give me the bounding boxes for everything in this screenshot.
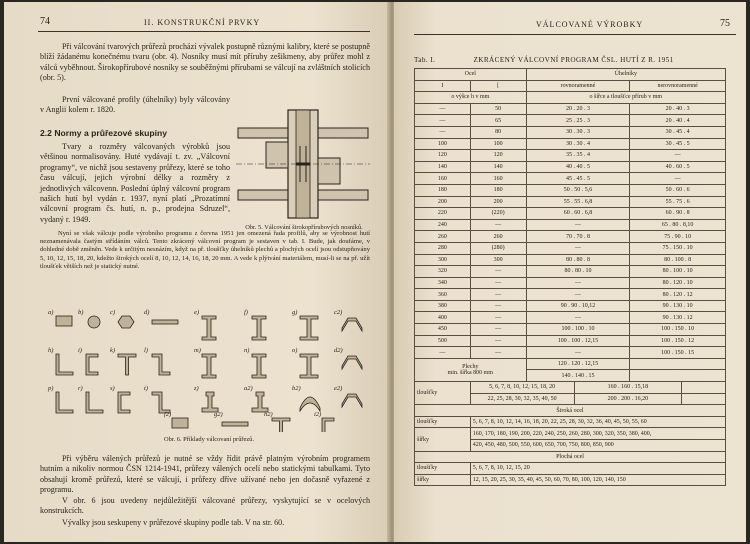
profile-shape — [56, 392, 73, 413]
table-cell: — — [470, 324, 526, 336]
siroka-thicknesses: 5, 6, 7, 8, 10, 12, 14, 16, 18, 20, 22, 25, 28, 30, 32, 36, 40, 45, 50, 55, 60 — [470, 416, 725, 428]
table-title: ZKRÁCENÝ VÁLCOVNÍ PROGRAM ČSL. HUTÍ Z R. 1951 — [473, 56, 674, 64]
table-cell: 35 . 35 . 4 — [526, 150, 630, 162]
table-cell — [630, 370, 726, 382]
table-cell: 240 — [415, 219, 471, 231]
table-row — [415, 231, 726, 243]
table-cell: 60 . 90 . 8 — [630, 208, 726, 220]
table-cell: 40 . 60 . 5 — [630, 161, 726, 173]
table-row — [415, 161, 726, 173]
table-cell: — — [470, 219, 526, 231]
profile-shape — [118, 316, 134, 328]
table-row — [415, 219, 726, 231]
plocha-header-row — [415, 451, 726, 463]
running-head-left: II. KONSTRUKČNÍ PRVKY — [144, 18, 261, 27]
table-cell: 25 . 25 . 3 — [526, 115, 630, 127]
table-cell: (220) — [470, 208, 526, 220]
table-cell: 340 — [415, 277, 471, 289]
header-i-symbol: I — [415, 80, 471, 92]
table-row — [415, 474, 726, 486]
table-cell: — — [470, 347, 526, 359]
table-row — [415, 416, 726, 428]
left-page — [4, 2, 390, 542]
profile-shape — [300, 316, 318, 340]
plechy-subtitle: min. šířka 800 mm — [447, 369, 493, 376]
table-cell: 280 — [415, 242, 471, 254]
table-cell: 100 . 150 . 10 — [630, 324, 726, 336]
profile-label: z) — [194, 385, 199, 392]
profile-label: o) — [292, 347, 298, 354]
rolling-mill-drawing — [236, 106, 370, 222]
table-cell: 100 . 150 . 15 — [630, 347, 726, 359]
table-cell: 100 — [470, 138, 526, 150]
profile-shape — [252, 354, 266, 378]
profile-label: h2) — [264, 411, 273, 418]
plocha-thicknesses: 5, 6, 7, 8, 10, 12, 15, 20 — [470, 463, 725, 475]
profile-label: f2) — [164, 411, 172, 418]
table-cell: 40 . 40 . 5 — [526, 161, 630, 173]
profile-shape — [342, 318, 362, 331]
table-row — [415, 196, 726, 208]
running-head-right: VÁLCOVANÉ VÝROBKY — [536, 20, 644, 29]
table-cell: 80 . 100 . 10 — [630, 266, 726, 278]
profile-shape — [252, 392, 268, 412]
table-cell: 80 — [470, 126, 526, 138]
table-row — [415, 428, 726, 440]
table-cell: — — [526, 242, 630, 254]
profile-label: l) — [144, 347, 148, 354]
profile-label: c) — [110, 309, 116, 316]
table-row — [415, 254, 726, 266]
header-vyska: o výšce h v mm — [415, 92, 527, 104]
table-cell: 80 . 120 . 12 — [630, 289, 726, 301]
profile-label: s) — [110, 385, 115, 392]
table-cell: — — [470, 277, 526, 289]
header-ocel: Ocel — [415, 69, 527, 81]
plechy-title: Plechy — [462, 363, 479, 370]
table-cell: 45 . 45 . 5 — [526, 173, 630, 185]
table-row — [415, 126, 726, 138]
table-row — [415, 242, 726, 254]
plechy-thicknesses-1: 5, 6, 7, 8, 10, 12, 15, 18, 20 — [470, 382, 574, 394]
page-number-left: 74 — [40, 16, 50, 27]
table-cell — [682, 393, 726, 405]
table-cell: 20 . 20 . 3 — [526, 103, 630, 115]
profile-label: k) — [110, 347, 116, 354]
siroka-tloustky-label: tloušťky — [415, 416, 471, 428]
profile-label: e) — [194, 309, 200, 316]
table-cell: 100 . 100 . 12,15 — [526, 335, 630, 347]
table-cell: 450 — [415, 324, 471, 336]
table-cell — [630, 358, 726, 370]
table-cell: 140 — [470, 161, 526, 173]
table-cell: 80 . 80 . 8 — [526, 254, 630, 266]
table-cell: 60 . 60 . 6,8 — [526, 208, 630, 220]
table-row — [415, 382, 726, 394]
table-cell: — — [630, 173, 726, 185]
table-cell: — — [415, 126, 471, 138]
plocha-widths: 12, 15, 20, 25, 30, 35, 40, 45, 50, 60, 70, 80, 100, 120, 140, 150 — [470, 474, 725, 486]
table-cell: — — [526, 289, 630, 301]
profile-shape — [252, 316, 266, 340]
flat-bar-shape — [172, 418, 188, 428]
table-cell: 140 — [415, 161, 471, 173]
profile-shape — [86, 392, 103, 413]
table-cell: 75 . 90 . 10 — [630, 231, 726, 243]
table-cell: 80 . 100 . 8 — [630, 254, 726, 266]
table-cell: 30 . 30 . 3 — [526, 126, 630, 138]
right-page — [394, 2, 746, 542]
table-cell: 80 . 120 . 10 — [630, 277, 726, 289]
siroka-sirky-label: šířky — [415, 428, 471, 451]
profile-shapes-drawing — [44, 302, 370, 432]
table-cell: 200 . 200 . 16,20 — [574, 393, 682, 405]
table-row — [415, 103, 726, 115]
table-cell: — — [470, 335, 526, 347]
header-rovnoramenne: rovnoramenné — [526, 80, 630, 92]
table-title-row — [414, 56, 674, 64]
figure-5-rolling-mill — [236, 106, 370, 222]
table-cell: 120 . 120 . 12,15 — [526, 358, 630, 370]
table-cell: 100 — [415, 138, 471, 150]
header-sirka: o šířce a tloušťce přírub v mm — [526, 92, 725, 104]
siroka-header-row — [415, 405, 726, 417]
table-cell: 180 — [470, 184, 526, 196]
profile-shape — [202, 316, 216, 340]
table-cell: 90 . 90 . 10,12 — [526, 300, 630, 312]
table-cell: (280) — [470, 242, 526, 254]
profile-label: g) — [292, 309, 298, 316]
table-cell: 80 . 80 . 10 — [526, 266, 630, 278]
profile-label: i) — [78, 347, 82, 354]
table-cell: — — [470, 312, 526, 324]
table-cell: — — [415, 347, 471, 359]
profile-label: d2) — [334, 347, 343, 354]
table-row — [415, 138, 726, 150]
table-cell: 200 — [415, 196, 471, 208]
table-row — [415, 277, 726, 289]
table-cell: 100 . 100 . 10 — [526, 324, 630, 336]
table-cell: 30 . 45 . 5 — [630, 138, 726, 150]
profile-shape — [272, 418, 290, 432]
profile-shape — [300, 354, 318, 378]
last-line: Vývalky jsou seskupeny v průřezové skupiny podle tab. V na str. 60. — [62, 518, 285, 527]
table-cell: 360 — [415, 289, 471, 301]
obr6-paragraph: V obr. 6 jsou uvedeny nejdůležitější válcované průřezy, vyskytující se v ocelových konstrukcích. — [40, 496, 370, 516]
table-cell: 55 . 55 . 6,8 — [526, 196, 630, 208]
header-uhelniky: Úhelníky — [526, 69, 725, 81]
table-cell: — — [415, 115, 471, 127]
table-row — [415, 266, 726, 278]
table-cell: 55 . 75 . 6 — [630, 196, 726, 208]
profile-label: e2) — [334, 385, 343, 392]
plechy-thicknesses-2: 22, 25, 28, 30, 32, 35, 40, 50 — [470, 393, 574, 405]
table-cell: 300 — [415, 254, 471, 266]
table-cell: 100 . 150 . 12 — [630, 335, 726, 347]
table-row — [415, 335, 726, 347]
table-cell: 90 . 130 . 12 — [630, 312, 726, 324]
table-label: Tab. I. — [414, 56, 436, 64]
table-cell: 70 . 70 . 8 — [526, 231, 630, 243]
head-rule-left — [38, 31, 370, 32]
profile-shape — [152, 354, 170, 375]
table-cell: 400 — [415, 312, 471, 324]
table-row — [415, 347, 726, 359]
profile-shape — [202, 354, 216, 378]
profile-shape — [86, 354, 98, 375]
siroka-widths-2: 420, 450, 480, 500, 550, 600, 650, 700, 750, 800, 850, 900 — [470, 440, 725, 452]
profile-label: b2) — [292, 385, 301, 392]
table-cell: 65 . 80 . 8,10 — [630, 219, 726, 231]
profile-shape — [342, 394, 362, 407]
table-row — [415, 463, 726, 475]
table-cell: — — [470, 266, 526, 278]
profile-label: c2) — [334, 309, 343, 316]
table-cell: — — [470, 289, 526, 301]
plate-shape — [222, 422, 248, 426]
page-number-right: 75 — [720, 18, 730, 29]
siroka-widths-1: 160, 170, 180, 190, 200, 220, 240, 250, 260, 280, 300, 320, 350, 380, 400, — [470, 428, 725, 440]
table-cell: 260 — [470, 231, 526, 243]
head-rule-right — [414, 34, 736, 35]
table-cell: 260 — [415, 231, 471, 243]
profile-label: m) — [194, 347, 201, 354]
table-cell: 140 . 140 . 15 — [526, 370, 630, 382]
plechy-label — [415, 358, 527, 381]
table-cell: 320 — [415, 266, 471, 278]
profile-label: t) — [144, 385, 148, 392]
header-nerovnoramenne: nerovnoramenné — [630, 80, 726, 92]
profile-label: b) — [78, 309, 84, 316]
intro-paragraph: Při válcování tvarových průřezů prochází vývalek postupně různými kalibry, které se postupně blíží žádanému konečnému tvaru (obr. 4). Nosníky musí mít příruby zešikmeny, aby průřez mohl z válců vyběhnout. Širokopřírubové nosníky se souběžnými přírubami se válcují na zvláštních stolicích (obr. 5). — [40, 42, 370, 83]
profile-shape — [300, 397, 320, 411]
section-heading: 2.2 Normy a průřezové skupiny — [40, 128, 168, 138]
plate-shape — [152, 320, 178, 324]
book-spread — [4, 2, 746, 542]
table-row — [415, 300, 726, 312]
table-cell: 220 — [415, 208, 471, 220]
table-row — [415, 115, 726, 127]
profile-label: d) — [144, 309, 150, 316]
table-cell: 380 — [415, 300, 471, 312]
siroka-label: Široká ocel — [415, 405, 726, 417]
table-cell: 30 . 30 . 4 — [526, 138, 630, 150]
table-cell: — — [630, 150, 726, 162]
table-row — [415, 324, 726, 336]
profile-label: f) — [244, 309, 248, 316]
profile-shape — [342, 356, 362, 369]
profile-shape — [152, 392, 170, 413]
table-cell: 30 . 45 . 4 — [630, 126, 726, 138]
profile-label: a) — [48, 309, 54, 316]
table-cell: 65 — [470, 115, 526, 127]
figure-6-profiles — [44, 302, 370, 432]
plechy-row — [415, 358, 726, 370]
figure-6-caption: Obr. 6. Příklady válcovaní průřezů. — [164, 436, 254, 443]
profile-shape — [118, 392, 130, 413]
profile-label: g2) — [214, 411, 223, 418]
plocha-label: Plochá ocel — [415, 451, 726, 463]
profile-shape — [322, 418, 334, 432]
profile-label: n) — [244, 347, 250, 354]
table-cell: 90 . 130 . 10 — [630, 300, 726, 312]
table-cell: — — [415, 103, 471, 115]
table-row — [415, 184, 726, 196]
table-cell — [682, 382, 726, 394]
bottom-paragraph: Při výběru válených průřezů je nutné se vždy řídit právě platným výrobním programem hutním a nikoliv normou ČSN 1214-1941, průřezy válených ocelí nebo statickými tabulkami. Tyto obsahují kromě průřezů, které se válcují, i průřezy dříve užívané nebo jen dočasně vyřazené z programu. — [40, 454, 370, 495]
first-profiles-paragraph: První válcované profily (úhelníky) byly válcovány v Anglii kolem r. 1820. — [40, 95, 230, 115]
profile-shape — [56, 354, 73, 375]
table-row — [415, 312, 726, 324]
table-cell: 20 . 40 . 4 — [630, 115, 726, 127]
table-cell: 120 — [415, 150, 471, 162]
plechy-tloustky-label: tloušťky — [415, 382, 471, 405]
table-cell: 50 . 60 . 6 — [630, 184, 726, 196]
table-cell: 75 . 150 . 10 — [630, 242, 726, 254]
profile-label: h) — [48, 347, 54, 354]
table-cell: 50 — [470, 103, 526, 115]
table-row — [415, 173, 726, 185]
table-cell: 160 — [415, 173, 471, 185]
small-print-paragraph: Nyní se však válcuje podle výrobního programu z června 1951 jen omezená řada profilů, aby se výrobnost hutí neznamenávala častým střídáním válců. Tento zkrácený válcovní program je sestaven v tab. I. Bude, jak doufáme, v dohledné době změněn. Vede k určitým nesnázím, když na př. tloušťky úhelníků plechů a plochých ocelí jsou odstupňovány 5, 10, 12, 15, 18, 20, kdežto širokých ocelí 8, 10, 12, 14, 16, 18, 20 mm. A vede k plýtvání materiálem, musí-li se na př. užít tloušťek větších než je statický nutné. — [40, 230, 370, 270]
header-c-symbol: [ — [470, 80, 526, 92]
table-cell: — — [526, 347, 630, 359]
flat-bar-shape — [56, 316, 72, 326]
table-cell: 160 . 160 . 15,18 — [574, 382, 682, 394]
rolling-program-table — [414, 68, 726, 486]
profile-label: i2) — [314, 411, 322, 418]
table-cell: 50 . 50 . 5,6 — [526, 184, 630, 196]
round-bar-shape — [88, 316, 100, 328]
table-cell: — — [526, 312, 630, 324]
table-row — [415, 208, 726, 220]
table-cell: 180 — [415, 184, 471, 196]
table-cell: — — [526, 219, 630, 231]
profile-shape — [118, 354, 136, 375]
plocha-sirky-label: šířky — [415, 474, 471, 486]
table-cell: 160 — [470, 173, 526, 185]
table-row — [415, 150, 726, 162]
table-cell: 200 — [470, 196, 526, 208]
profile-label: a2) — [244, 385, 253, 392]
profile-shape — [202, 392, 218, 412]
table-cell: 20 . 40 . 3 — [630, 103, 726, 115]
table-cell: — — [470, 300, 526, 312]
plocha-tloustky-label: tloušťky — [415, 463, 471, 475]
table-cell: 500 — [415, 335, 471, 347]
table-row — [415, 289, 726, 301]
profile-label: p) — [48, 385, 54, 392]
table-cell: — — [526, 277, 630, 289]
figure-5-caption: Obr. 5. Válcování širokopřírubových nosníků. — [245, 224, 363, 231]
table-cell: 120 — [470, 150, 526, 162]
profile-label: r) — [78, 385, 83, 392]
section-paragraph: Tvary a rozměry válcovaných výrobků jsou většinou normalisovány. Huté vydávají t. zv. „Válcovní programy“, ve nichž jsou sestaveny průřezy, které se toho času válcují, jejich výrobní délky a rozměry z jednotlivých válcovenn. Poslední úplný válcovní program našich hutí byl vydán r. 1937, nyní platí „Prozatímní válcovní program čs. hutí, n. p., prodejna Sdruzel“, vydaný r. 1949. — [40, 142, 230, 224]
table-cell: 300 — [470, 254, 526, 266]
